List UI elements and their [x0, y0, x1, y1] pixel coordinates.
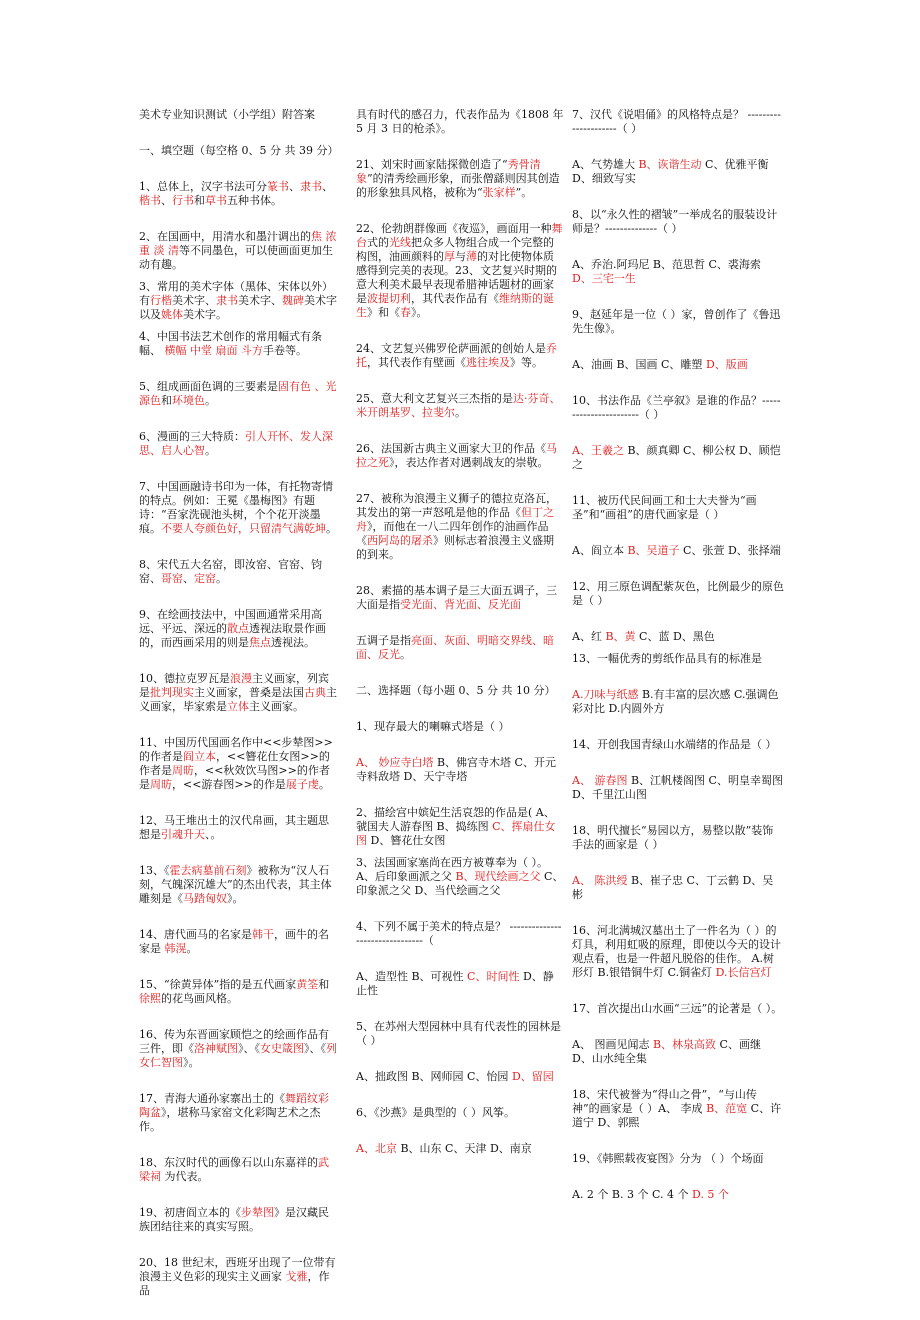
answer-text: 斗方 [241, 344, 263, 357]
question-text: B.有丰富的层次感 C.强调色彩对比 D.内圆外方 [572, 688, 779, 715]
answer-text: B、现代绘画之父 [455, 870, 541, 883]
question-item [572, 774, 784, 802]
question-text: 1、总体上，汉字书法可分 [139, 180, 267, 193]
question-text: A、阎立本 [572, 544, 628, 557]
question-text: A、气势雄大 [572, 158, 639, 171]
answer-text: C、挥扇仕女图 [356, 820, 556, 847]
question-item [356, 634, 564, 662]
question-item [572, 1152, 784, 1166]
question-text: 17、首次提出山水画“三远”的论著是（ ）。 [572, 1002, 783, 1015]
question-text: 的对比使物体质感得到完美的表现。23、文艺复兴时期的意大利美术最早表现希腊神话题材的画家是 [356, 250, 557, 305]
answer-text: 黄筌 [296, 978, 319, 991]
question-item [572, 738, 784, 752]
question-text: 21、刘宋时画家陆探微创造了“ [356, 158, 508, 171]
question-text: 25、意大利文艺复兴三杰指的是 [356, 392, 513, 405]
question-text: ，其代表作品有《 [411, 292, 499, 305]
question-text: 的花鸟画风格。 [161, 992, 238, 1005]
question-text: 26、法国新古典主义画家大卫的作品《 [356, 442, 546, 455]
answer-text: 舞台 [356, 222, 563, 249]
question-text: 8、以“永久性的褶皱”一举成名的服装设计师是？--------------（ ） [572, 208, 778, 235]
answer-text: 横幅 [164, 344, 187, 357]
question-text: 3、法国画家塞尚在西方被尊奉为（ ）。 A、后印象画派之父 [356, 856, 548, 883]
question-text: 主义画家。 [249, 700, 304, 713]
answer-text: 引魂升天 [161, 828, 205, 841]
question-item [572, 444, 784, 472]
question-text: ，<<秋效饮马图>>的作者是 [139, 764, 330, 791]
question-text: 9、赵延年是一位（ ）家，曾创作了《鲁迅先生像》。 [572, 308, 781, 335]
question-item [572, 824, 784, 852]
question-text: 透视法。 [271, 636, 315, 649]
question-text: 4、中国书法艺术创作的常用幅式有条幅、 [139, 330, 322, 357]
question-text: 与 [455, 250, 466, 263]
question-text: 。 [318, 778, 330, 791]
question-text: 》是汉藏民族团结往来的真实写照。 [139, 1206, 329, 1233]
answer-text: 霍去病墓前石刻 [169, 864, 247, 877]
question-item [356, 442, 564, 470]
question-text: 》等。 [510, 356, 543, 369]
question-text: 。 [186, 942, 198, 955]
question-text: ”的清秀绘画形象，而张僧繇则因其创造的形象独具风格，被称为“ [356, 172, 560, 199]
question-text: 17、青海大通孙家寨出土的《 [139, 1092, 285, 1105]
question-item [139, 430, 339, 458]
answer-text: 古典 [304, 686, 326, 699]
question-item [139, 230, 339, 272]
question-item [572, 1188, 784, 1202]
answer-text: 戈雅 [285, 1270, 308, 1283]
question-text: C、画继 D、山水纯全集 [572, 1038, 761, 1065]
question-text: 和 [318, 978, 330, 991]
question-item [572, 208, 784, 236]
question-text: 18、宋代被誉为“得山之骨”，“与山传神”的画家是（ ）A、 李成 [572, 1088, 757, 1115]
answer-text: 亮面、灰面、明暗交界线、暗面、反光 [356, 634, 554, 661]
question-text: 14、唐代画马的名家是 [139, 928, 252, 941]
question-text: D、静止性 [356, 970, 554, 997]
question-text: 》、《 [238, 1042, 260, 1055]
question-text: ，作品 [139, 1270, 330, 1297]
question-item [356, 1106, 564, 1120]
question-text: C、许道宁 D、郭熙 [572, 1102, 782, 1129]
question-text: 19、初唐阎立本的《 [139, 1206, 241, 1219]
answer-text: 受光面、背光面、反光面 [400, 598, 521, 611]
question-item [356, 492, 564, 562]
question-text: 具有时代的感召力，代表作品为《1808 年 5 月 3 日的枪杀》。 [356, 108, 564, 135]
question-text: ，<<簪花仕女图>>的作者是 [139, 750, 330, 777]
answer-text: 环境色 [172, 394, 205, 407]
question-text: 16、传为东晋画家顾恺之的绘画作品有三件，即《 [139, 1028, 329, 1055]
question-item [572, 580, 784, 608]
question-text: 、 [322, 180, 333, 193]
question-text: 透视法取景作画的，而西画采用的则是 [139, 622, 326, 649]
column-right [572, 108, 784, 1224]
question-text: 主义画家，列宾是 [139, 672, 329, 699]
question-text: 美术字以及 [139, 294, 337, 321]
question-text: 》被称为“汉人石刻，气魄深沉雄大”的杰出代表，其主体雕刻是《 [139, 864, 332, 905]
question-item [139, 1028, 339, 1070]
question-text: C、印象派之父 D、当代绘画之父 [356, 870, 564, 897]
answer-text: 批判现实 [150, 686, 194, 699]
answer-text: D. 5 个 [692, 1188, 729, 1201]
question-text: 27、被称为浪漫主义狮子的德拉克洛瓦，其发出的第一声怒吼是他的作品《 [356, 492, 557, 519]
question-item [139, 180, 339, 208]
answer-text: A、 游春图 [572, 774, 628, 787]
question-text: 、 [183, 572, 194, 585]
question-item [572, 358, 784, 372]
answer-text: 武梁祠 [139, 1156, 329, 1183]
question-text: 美术字、 [172, 294, 216, 307]
question-text: 。 [205, 394, 216, 407]
answer-text: 草书 [205, 194, 227, 207]
question-text: 。 [400, 648, 411, 661]
question-text: 12、马王堆出土的汉代帛画，其主题思想是 [139, 814, 329, 841]
column-left [139, 108, 339, 1320]
answer-text: 马拉之死 [356, 442, 557, 469]
question-text: 》，表达作者对遇刺战友的崇敬。 [389, 456, 549, 469]
answer-text: B、诙谐生动 [638, 158, 702, 171]
question-item [356, 756, 564, 784]
answer-text: 韩滉 [164, 942, 187, 955]
question-item [572, 1088, 784, 1130]
question-item [139, 736, 339, 792]
question-text: 16、河北满城汉墓出土了一件名为（ ）的灯具，利用虹吸的原理，即使以今天的设计观点看，也是一件超凡脱俗的佳作。 A.树形灯 B.银错铜牛灯 C.铜雀灯 [572, 924, 781, 979]
answer-text: 步辇图 [241, 1206, 274, 1219]
answer-text: 春 [400, 306, 411, 319]
question-item [356, 158, 564, 200]
question-text: ，<<游春图>>的作是 [172, 778, 286, 791]
question-item [356, 1020, 564, 1048]
answer-text: 周昉 [172, 764, 194, 777]
question-text: 手卷等。 [263, 344, 307, 357]
answer-text: 周昉 [150, 778, 172, 791]
question-item [356, 392, 564, 420]
question-text: 3、常用的美术字体（黑体、宋体以外）有 [139, 280, 333, 307]
answer-text: 薄 [466, 250, 477, 263]
question-item [139, 480, 339, 536]
question-text: C、优雅平衡 D、细致写实 [572, 158, 769, 185]
question-text: 2、在国画中，用清水和墨汁调出的 [139, 230, 311, 243]
answer-text: 浪漫 [230, 672, 252, 685]
question-item [572, 688, 784, 716]
question-text: 为代表。 [161, 1170, 209, 1183]
question-item [139, 280, 339, 322]
question-item [356, 856, 564, 898]
answer-text: 秀骨清象 [356, 158, 541, 185]
question-text: A、油画 B、国画 C、雕塑 [572, 358, 706, 371]
question-text: 1、现存最大的喇嘛式塔是（ ） [356, 720, 510, 733]
question-text: 。 [216, 572, 227, 585]
answer-text: 达·芬奇、米开朗基罗、拉斐尔 [356, 392, 561, 419]
question-text: 》。 [227, 892, 244, 905]
question-text: B、佛宫寺木塔 C、开元寺料敌塔 D、天宁寺塔 [356, 756, 556, 783]
question-text: D、簪花仕女图 [367, 834, 446, 847]
answer-text: 展子虔 [285, 778, 319, 791]
question-text: 5、在苏州大型园林中具有代表性的园林是（ ） [356, 1020, 561, 1047]
column-middle [356, 108, 564, 1178]
question-text: 、。 [205, 828, 222, 841]
document-title [139, 108, 339, 122]
question-item [139, 928, 339, 956]
question-text: A、造型性 B、可视性 [356, 970, 468, 983]
question-text: 28、素描的基本调子是三大面五调子，三大面是指 [356, 584, 557, 611]
question-item [356, 342, 564, 370]
question-item [139, 1256, 339, 1298]
answer-text: 波提切利 [367, 292, 411, 305]
question-text: 10、书法作品《兰亭叙》是谁的作品？-----------------------（ ） [572, 394, 781, 421]
question-item [356, 222, 564, 320]
question-text: ”。 [515, 186, 533, 199]
question-item [572, 494, 784, 522]
question-text: 18、明代擅长“易园以方，易整以散”装饰手法的画家是（ ） [572, 824, 774, 851]
question-text: B、山东 C、天津 D、南京 [396, 1142, 532, 1155]
question-text: 22、伦勃朗群像画《夜巡》，画面用一种 [356, 222, 552, 235]
answer-text: B、吴道子 [627, 544, 680, 557]
question-item [139, 672, 339, 714]
answer-text: 隶书 [216, 294, 238, 307]
answer-text: A、王羲之 [572, 444, 624, 457]
answer-text: 女史箴图 [260, 1042, 304, 1055]
question-text: 二、选择题（每小题 0、5 分 共 10 分） [356, 684, 556, 697]
question-item [572, 258, 784, 286]
answer-text: 引人开怀、发人深思、启人心智 [139, 430, 333, 457]
answer-text: C、时间性 [467, 970, 520, 983]
answer-text: 隶书 [300, 180, 322, 193]
question-item [356, 806, 564, 848]
question-text: 主义画家，毕家索是 [139, 686, 337, 713]
question-text: 》，堪称马家窑文化彩陶艺术之杰作。 [139, 1106, 321, 1133]
answer-text: 定窑 [194, 572, 216, 585]
question-item [572, 308, 784, 336]
question-item [572, 544, 784, 558]
question-text: 4、下列不属于美术的特点是？ --------------------------------（ [356, 920, 562, 947]
answer-text: D、三宅一生 [572, 272, 636, 285]
answer-text: 哥窑 [161, 572, 183, 585]
question-item [572, 158, 784, 186]
question-text: 8、宋代五大名窑，即汝窑、官窑、钧窑、 [139, 558, 322, 585]
question-text: 20、18 世纪末，西班牙出现了一位带有浪漫主义色彩的现实主义画家 [139, 1256, 336, 1283]
answer-text: 焦 浓 重 淡 清 [139, 230, 337, 257]
question-item [139, 1156, 339, 1184]
section-heading [139, 144, 339, 158]
question-item [139, 1092, 339, 1134]
question-text: 19、《韩熙载夜宴图》分为 （ ）个场面 [572, 1152, 764, 1165]
answer-text: 洛神赋图 [194, 1042, 238, 1055]
question-item [572, 394, 784, 422]
answer-text: 固有色 、光源色 [139, 380, 337, 407]
question-item [356, 108, 564, 136]
answer-text: 乔托 [356, 342, 557, 369]
question-text: 13、一幅优秀的剪纸作品具有的标准是 [572, 652, 762, 665]
answer-text: 马踏匈奴 [183, 892, 227, 905]
question-text: A. 2 个 B. 3 个 C. 4 个 [572, 1188, 693, 1201]
answer-text: 阎立本 [183, 750, 216, 763]
question-text: B、颜真卿 C、柳公权 D、顾恺之 [572, 444, 781, 471]
question-item [572, 108, 784, 136]
question-item [139, 608, 339, 650]
question-text: 美术字、 [238, 294, 282, 307]
question-text: 美术专业知识测试（小学组）附答案 [139, 108, 315, 121]
question-text: 6、漫画的三大特质： [139, 430, 245, 443]
question-item [572, 652, 784, 666]
question-text: 。 [326, 522, 337, 535]
answer-text: 楷书 [139, 194, 161, 207]
answer-text: 立体 [227, 700, 249, 713]
question-text: 把众多人物组合成一个完整的构图，油画颜料的 [356, 236, 554, 263]
answer-text: 列女仁智图 [139, 1042, 337, 1069]
question-item [139, 558, 339, 586]
question-text: B、崔子忠 C、丁云鹤 D、吴彬 [572, 874, 774, 901]
question-text: 、 [161, 194, 172, 207]
answer-text: 厚 [444, 250, 455, 263]
answer-text: 韩干 [252, 928, 274, 941]
question-item [572, 1038, 784, 1066]
question-text: 和 [161, 394, 172, 407]
question-text: 》。 [411, 306, 428, 319]
answer-text: 姚体 [161, 308, 183, 321]
question-text: 主义画家，普桑是法国 [194, 686, 304, 699]
answer-text: 但丁之舟 [356, 506, 554, 533]
question-item [356, 1142, 564, 1156]
question-text: 。 [455, 406, 466, 419]
question-text: ，画牛的名家是 [139, 928, 329, 955]
answer-text: A.刀味与纸感 [572, 688, 639, 701]
question-item [356, 920, 564, 948]
answer-text: 徐熙 [139, 992, 161, 1005]
question-text: 12、用三原色调配紫灰色，比例最少的原色是（ ） [572, 580, 784, 607]
question-text: 五种书体。 [227, 194, 282, 207]
question-item [356, 970, 564, 998]
question-text: 五调子是指 [356, 634, 411, 647]
question-item [356, 720, 564, 734]
answer-text: 散点 [227, 622, 249, 635]
question-item [356, 584, 564, 612]
answer-text: B、黄 [605, 630, 636, 643]
question-text: 美术字。 [183, 308, 227, 321]
question-item [572, 874, 784, 902]
question-text: 》，而他在一八二四年创作的油画作品《 [356, 520, 549, 547]
question-text: A、拙政图 B、网师园 C、怡园 [356, 1070, 512, 1083]
question-text: 24、文艺复兴佛罗伦萨画派的创始人是 [356, 342, 546, 355]
question-text: B、江帆楼阁图 C、明皇幸蜀图 D、千里江山图 [572, 774, 783, 801]
question-text: 等不同墨色，可以使画面更加生动有趣。 [139, 244, 333, 271]
answer-text: A、北京 [356, 1142, 397, 1155]
question-text: 式的 [367, 236, 389, 249]
answer-text: 扇面 [215, 344, 238, 357]
question-text: 一、填空题（每空格 0、5 分 共 39 分） [139, 144, 339, 157]
question-item [139, 330, 339, 358]
question-item [139, 1206, 339, 1234]
question-text: 13、《 [139, 864, 170, 877]
question-text: 5、组成画面色调的三要素是 [139, 380, 278, 393]
question-item [139, 380, 339, 408]
question-text: 》。 [183, 1056, 200, 1069]
answer-text: A、 陈洪绶 [572, 874, 628, 887]
question-item [572, 924, 784, 980]
answer-text: 不要人夸颜色好，只留清气满乾坤 [161, 522, 326, 535]
answer-text: 行书 [172, 194, 194, 207]
question-text: A、 图画见闻志 [572, 1038, 653, 1051]
question-text: 》和《 [367, 306, 400, 319]
question-text: 15、“徐黄异体”指的是五代画家 [139, 978, 297, 991]
answer-text: 魏碑 [282, 294, 304, 307]
question-item [139, 814, 339, 842]
answer-text: 舞蹈纹彩陶盆 [139, 1092, 329, 1119]
answer-text: 西阿岛的屠杀 [367, 534, 433, 547]
answer-text: 光线 [389, 236, 411, 249]
answer-text: 篆书 [267, 180, 289, 193]
question-text: A、乔治.阿玛尼 B、范思哲 C、裘海索 [572, 258, 761, 271]
answer-text: 中堂 [190, 344, 212, 357]
answer-text: A、 妙应寺白塔 [356, 756, 434, 769]
question-text: 2、描绘宫中嫔妃生活哀怨的作品是( A、 虢国夫人游春图 B、捣练图 [356, 806, 555, 833]
question-text: 11、被历代民间画工和士大夫誉为“画圣”和“画祖”的唐代画家是（ ） [572, 494, 757, 521]
answer-text: 张家样 [482, 186, 516, 199]
question-text: 》、《 [304, 1042, 326, 1055]
question-text: 18、东汉时代的画像石以山东嘉祥的 [139, 1156, 318, 1169]
question-item [356, 1070, 564, 1084]
question-text: A、红 [572, 630, 606, 643]
question-text: 、 [289, 180, 300, 193]
answer-text: D.长信宫灯 [715, 966, 772, 979]
question-text: C、张萱 D、张择端 [679, 544, 781, 557]
answer-text: 逃往埃及 [466, 356, 510, 369]
question-item [572, 1002, 784, 1016]
answer-text: D、版画 [705, 358, 748, 371]
question-text: 9、在绘画技法中，中国画通常采用高远、平远、深远的 [139, 608, 322, 635]
question-text: 6、《沙燕》是典型的（ ）风筝。 [356, 1106, 515, 1119]
answer-text: 行楷 [150, 294, 172, 307]
question-item [139, 978, 339, 1006]
question-text: 》则标志着浪漫主义盛期的到来。 [356, 534, 554, 561]
question-text: 7、汉代《说唱俑》的风格特点是？ ---------------------（ ） [572, 108, 781, 135]
question-text: 10、德拉克罗瓦是 [139, 672, 230, 685]
question-text: 14、开创我国青绿山水端绪的作品是（ ） [572, 738, 777, 751]
section-heading [356, 684, 564, 698]
question-item [572, 630, 784, 644]
question-text: C、蓝 D、黑色 [635, 630, 715, 643]
question-item [139, 864, 339, 906]
question-text: 7、中国画融诗书印为一体，有托物寄情的特点。例如：王冕《墨梅图》有题诗：“吾家洗砚池头树，个个花开淡墨痕。 [139, 480, 333, 535]
answer-text: B、范宽 [706, 1102, 748, 1115]
question-text: 11、中国历代国画名作中<<步辇图>>的作者是 [139, 736, 333, 763]
question-text: 。 [205, 444, 216, 457]
question-text: ，其代表作有壁画《 [367, 356, 466, 369]
answer-text: D、留园 [511, 1070, 554, 1083]
answer-text: 维纳斯的诞生 [356, 292, 554, 319]
answer-text: B、林泉高致 [652, 1038, 717, 1051]
answer-text: 焦点 [249, 636, 271, 649]
question-text: 和 [194, 194, 205, 207]
